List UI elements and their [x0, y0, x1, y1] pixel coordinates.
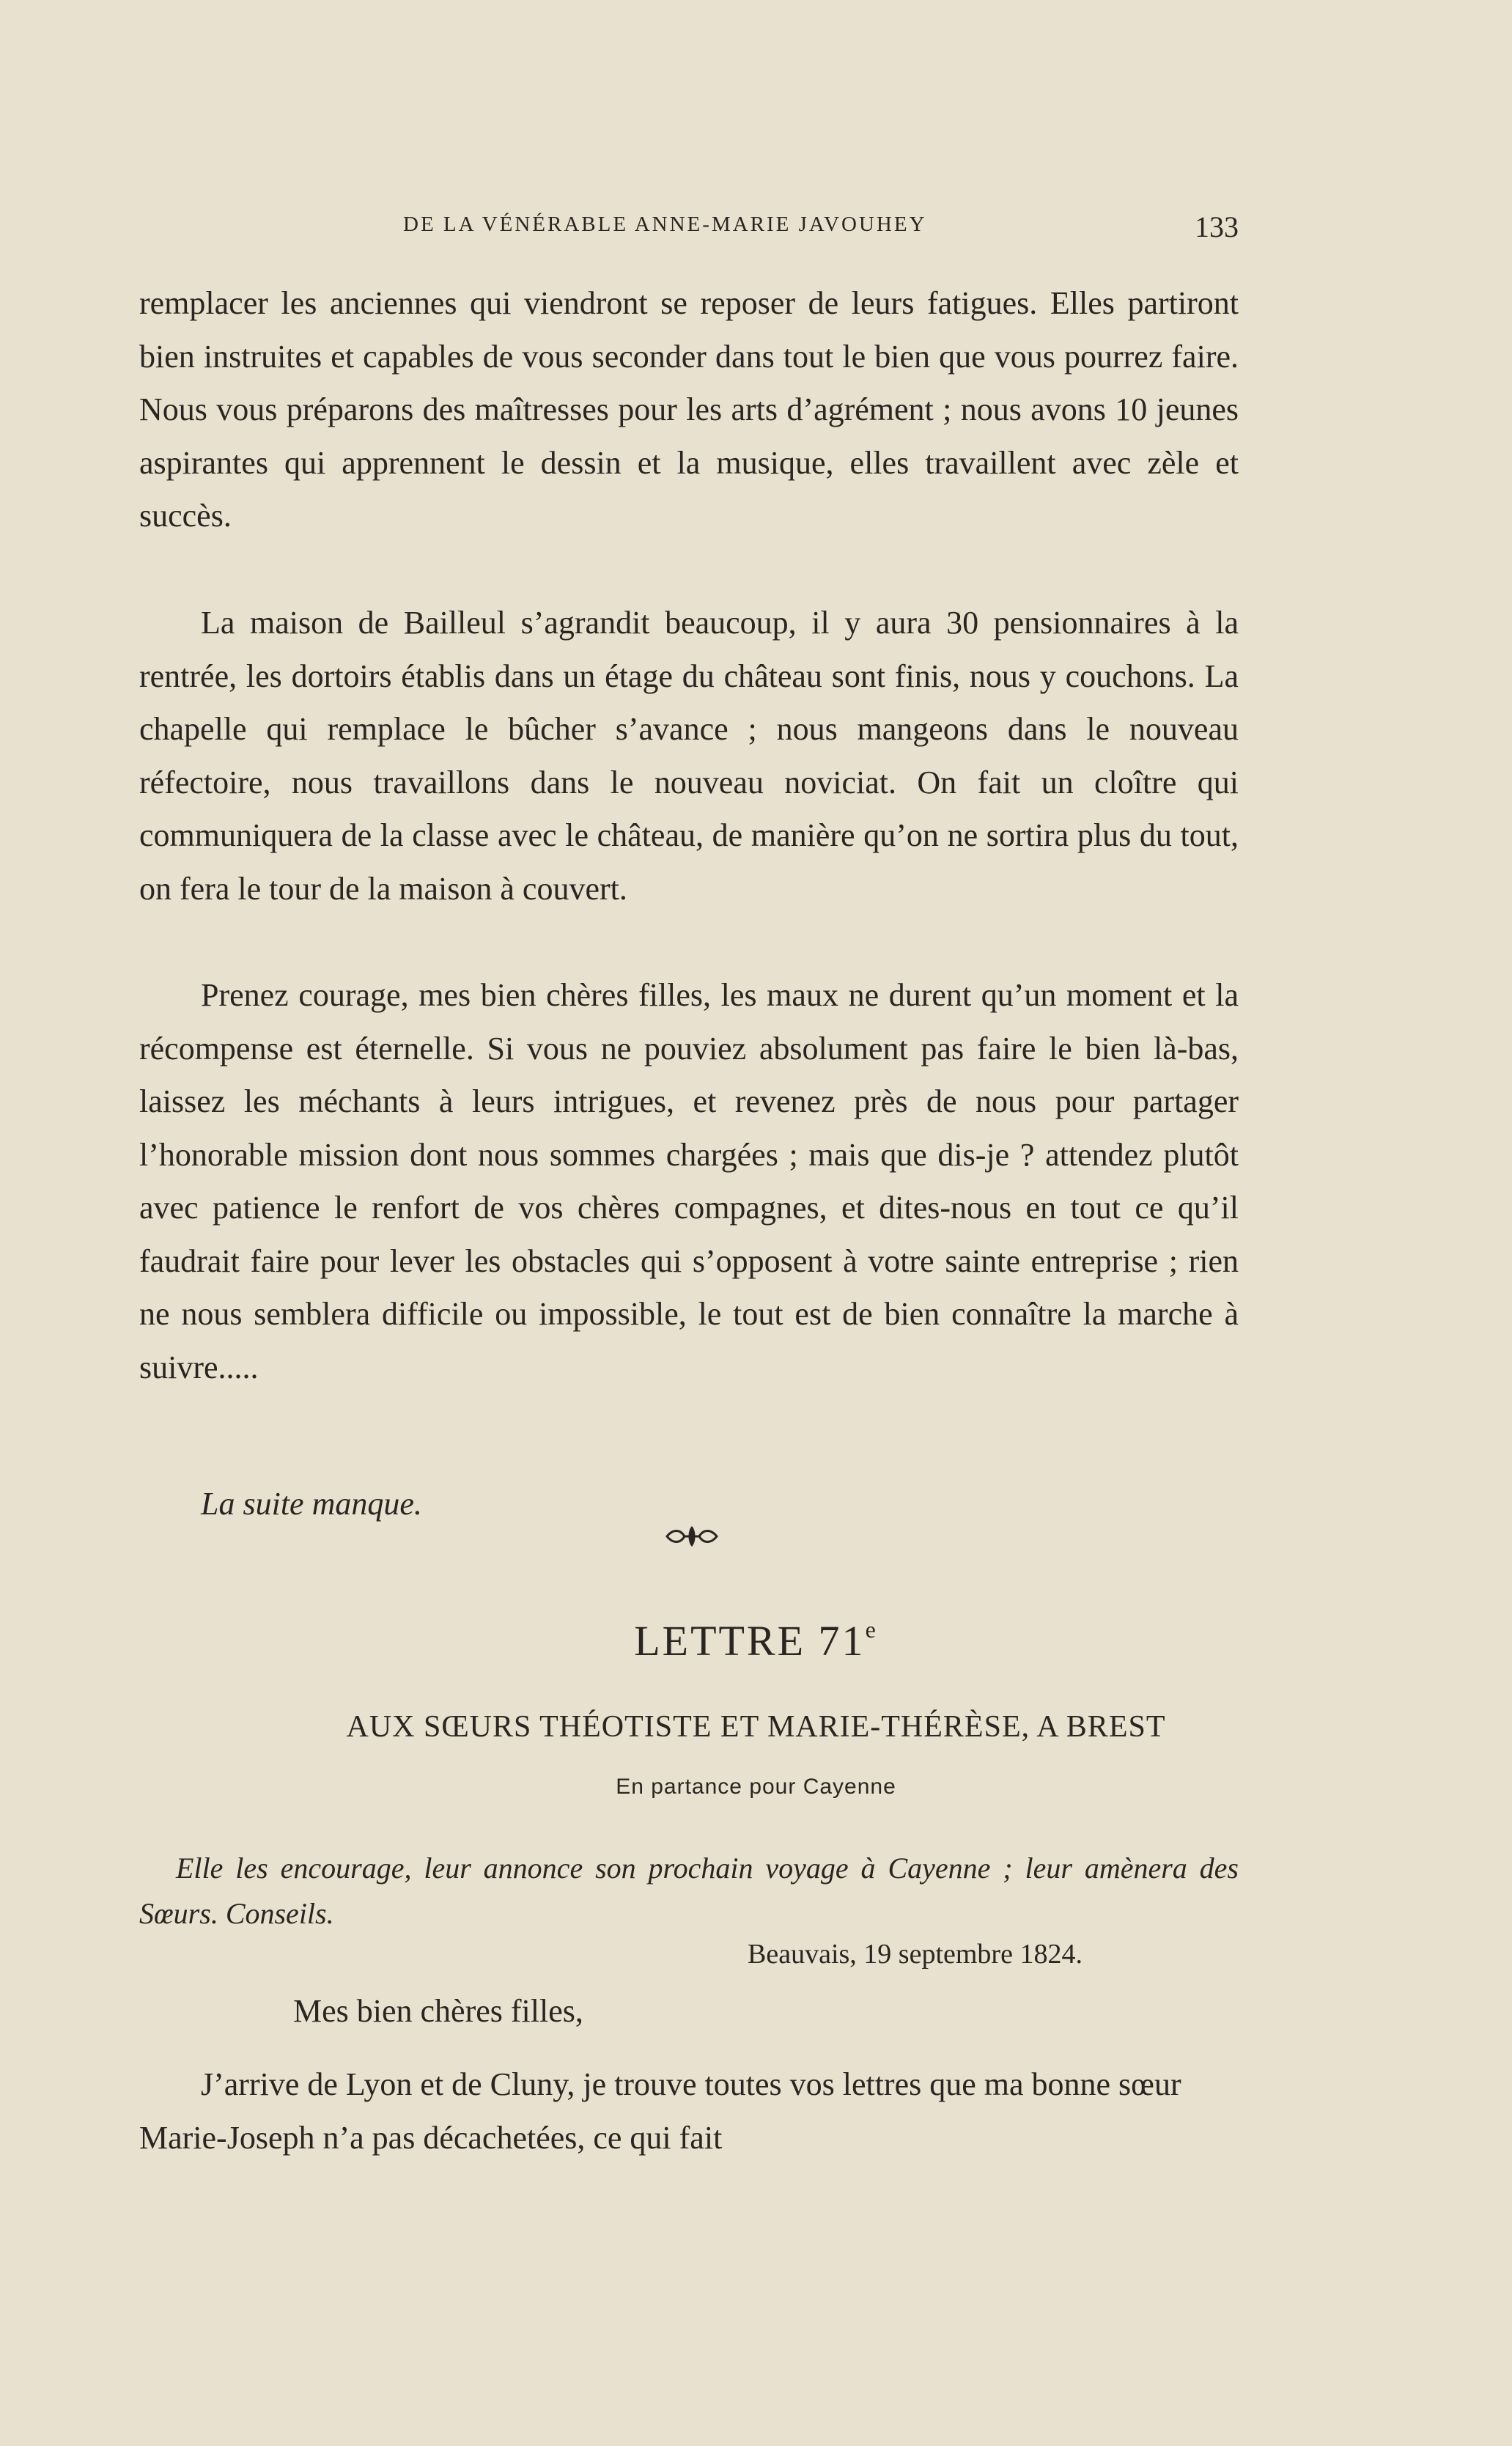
letter-opening-paragraph: J’arrive de Lyon et de Cluny, je trouve toutes vos lettres que ma bonne sœur Marie-Joseph n’a pas décachetées, ce qui fait [139, 2066, 1181, 2156]
paragraph-encouragement: Prenez courage, mes bien chères filles, les maux ne durent qu’un moment et la récompense est éternelle. Si vous ne pouviez absolument pas faire le bien là-bas, laissez les méchants à leurs intrigues, et revenez près de nous pour partager l’honorable mission dont nous sommes chargées ; mais que dis-je ? attendez plutôt avec patience le renfort de vos chères compagnes, et dites-nous en tout ce qu’il faudrait faire pour lever les obstacles qui s’opposent à votre sainte entreprise ; rien ne nous semblera difficile ou impossible, le tout est de bien connaître la marche à suivre..... [139, 977, 1239, 1385]
fleuron-ornament-icon [664, 1523, 720, 1550]
letter-summary: Elle les encourage, leur annonce son prochain voyage à Cayenne ; leur amènera des Sœurs. Conseils. [139, 1852, 1239, 1930]
letter-title: LETTRE 71 [634, 1617, 866, 1665]
running-head [139, 210, 1239, 246]
running-title: DE LA VÉNÉRABLE ANNE-MARIE JAVOUHEY [403, 213, 927, 236]
letter-dateline: Beauvais, 19 septembre 1824. [748, 1939, 1083, 1970]
letter-title-ordinal: e [865, 1616, 878, 1643]
letter-addressee: AUX SŒURS THÉOTISTE ET MARIE-THÉRÈSE, A BREST [346, 1710, 1166, 1744]
suite-manque-note: La suite manque. [201, 1486, 422, 1522]
page-number: 133 [1195, 210, 1239, 243]
letter-subtitle: En partance pour Cayenne [616, 1775, 896, 1799]
paragraph-bailleul: La maison de Bailleul s’agrandit beaucoup, il y aura 30 pensionnaires à la rentrée, les dortoirs établis dans un étage du château sont finis, nous y couchons. La chapelle qui remplace le bûcher s’avance ; nous mangeons dans le nouveau réfectoire, nous travaillons dans le nouveau noviciat. On fait un cloître qui communiquera de la classe avec le château, de manière qu’on ne sortira plus du tout, on fera le tour de la maison à couvert. [139, 605, 1239, 907]
paragraph-continuation: remplacer les anciennes qui viendront se reposer de leurs fatigues. Elles partiront bien instruites et capables de vous seconder dans tout le bien que vous pourrez faire. Nous vous préparons des maîtresses pour les arts d’agrément ; nous avons 10 jeunes aspirantes qui apprennent le dessin et la musique, elles travaillent avec zèle et succès. [139, 285, 1239, 534]
letter-salutation: Mes bien chères filles, [293, 1993, 583, 2029]
letter-heading [0, 1616, 1512, 1665]
